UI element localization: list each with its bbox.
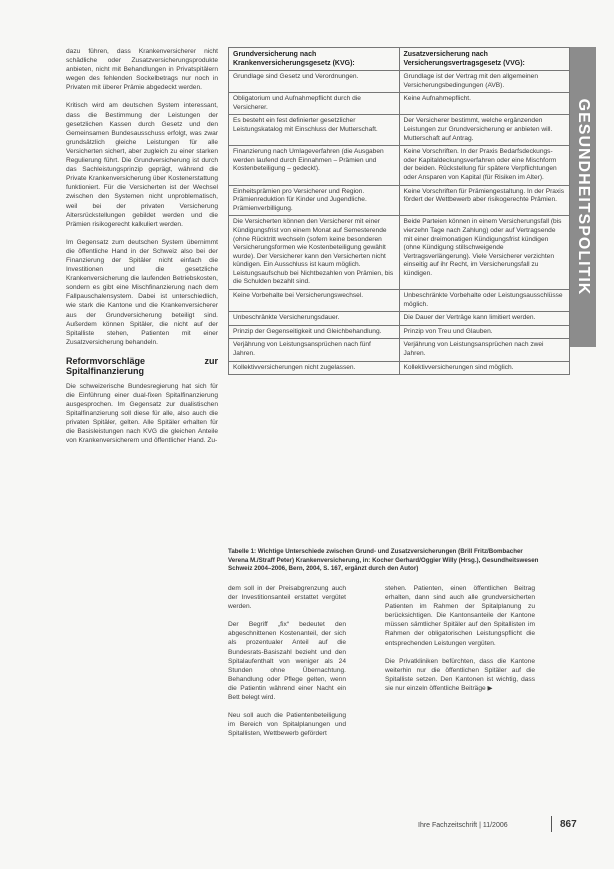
table-row bbox=[229, 339, 570, 361]
vvg-cell: Keine Aufnahmepflicht. bbox=[399, 93, 570, 115]
section-label: GESUNDHEITSPOLITIK bbox=[575, 98, 592, 296]
right-paragraph-1: stehen. Patienten, einen öffentlichen Beitrag erhalten, dann sind auch alle grundversicherten Patienten im Rahmen der Spitalplanung zu berücksichtigen. Die Kantonsanteile der Kantone müssen sämtlicher Spitäler auf den Spitallisten im Rahmen der obligatorischen Leistungspflicht die entsprechenden Leistungen vergüten. bbox=[385, 585, 535, 647]
kvg-cell: Finanzierung nach Umlageverfahren (die Ausgaben werden laufend durch Einnahmen – Prämien und Kostenbeteiligung – gedeckt). bbox=[229, 146, 400, 185]
kvg-cell: Die Versicherten können den Versicherer mit einer Kündigungsfrist von einem Monat auf Semesterende (ohne Rücktritt wechseln (sofern keine besonderen Versicherungsformen wie Kostenbeteiligung gewählt wurde). Der Versicherer kann den Versicherten nicht kündigen. Ein Ausschluss ist kaum möglich. Leistungsaufschub bei Nichtbezahlen von Prämien, bis die Schulden bezahlt sind. bbox=[229, 216, 400, 290]
table-row bbox=[229, 290, 570, 312]
table-row bbox=[229, 361, 570, 375]
table-row bbox=[229, 216, 570, 290]
table-header-row bbox=[229, 48, 570, 71]
kvg-cell: Unbeschränkte Versicherungsdauer. bbox=[229, 312, 400, 326]
table-row bbox=[229, 185, 570, 216]
mid-paragraph-1: dem soll in der Preisabgrenzung auch der Investitionsanteil erstattet vergütet werden. bbox=[228, 585, 346, 611]
vvg-cell: Keine Vorschriften. In der Praxis Bedarfsdeckungs- oder Kapitaldeckungsverfahren oder eine Mischform der beiden. Rückstellung für spätere Verpflichtungen oder Ansparen von Kapital (für Risiken im Alter). bbox=[399, 146, 570, 185]
table-row bbox=[229, 115, 570, 146]
kvg-cell: Verjährung von Leistungsansprüchen nach fünf Jahren. bbox=[229, 339, 400, 361]
kvg-cell: Einheitsprämien pro Versicherer und Region. Prämienreduktion für Kinder und Jugendliche. Prämienverbilligung. bbox=[229, 185, 400, 216]
table-row bbox=[229, 312, 570, 326]
vvg-cell: Grundlage ist der Vertrag mit den allgemeinen Versicherungsbedingungen (AVB). bbox=[399, 71, 570, 93]
mid-paragraph-3: Neu soll auch die Patientenbeteiligung im Bereich von Spitalplanungen und Spitallisten, Wettbewerb gefördert bbox=[228, 712, 346, 738]
table-row bbox=[229, 325, 570, 339]
vvg-cell: Beide Parteien können in einem Versicherungsfall (bis vierzehn Tage nach Zahlung) oder auf Vertragsende mit einer dreimonatigen Kündigungsfrist kündigen (ohne Kündigung stillschweigende Vertragsverlängerung). Viele Versicherer verzichten einseitig auf ihr Recht, im Versicherungsfall zu kündigen. bbox=[399, 216, 570, 290]
table-caption: Tabelle 1: Wichtige Unterschiede zwischen Grund- und Zusatzversicherungen (Brill Fritz/Bombacher Verena M./Straff Peter) Krankenversicherung, in: Kocher Gerhard/Oggier Willy (Hrsg.), Gesundheitswesen Schweiz 2004–2006, Bern, 2004, S. 167, ergänzt durch den Autor) bbox=[228, 548, 539, 572]
kvg-cell: Kollektivversicherungen nicht zugelassen. bbox=[229, 361, 400, 375]
header-zusatzversicherung: Zusatzversicherung nach Versicherungsvertragsgesetz (VVG): bbox=[399, 48, 570, 71]
right-paragraph-2: Die Privatkliniken befürchten, dass die Kantone weiterhin nur die öffentlichen Spitäler auf die Spitalliste setzen. Den Kantonen ist wichtig, dass sie nur einzeln öffentliche Beiträge ▶ bbox=[385, 657, 535, 692]
header-grundversicherung: Grundversicherung nach Krankenversicherungsgesetz (KVG): bbox=[229, 48, 400, 71]
left-paragraph-1: dazu führen, dass Krankenversicherer nicht schädliche oder Zusatzversicherungsprodukte anbieten, nicht mit Behandlungen in Privatspitälern wegen des fehlenden Sockelbetrags nur noch in Privaten mit überer Prämie abgedeckt werden. bbox=[66, 48, 218, 92]
vvg-cell: Unbeschränkte Vorbehalte oder Leistungsausschlüsse möglich. bbox=[399, 290, 570, 312]
footer-journal: Ihre Fachzeitschrift | 11/2006 bbox=[418, 822, 508, 829]
kvg-cell: Prinzip der Gegenseitigkeit und Gleichbehandlung. bbox=[229, 325, 400, 339]
page-number: 867 bbox=[560, 819, 577, 830]
vvg-cell: Kollektivversicherungen sind möglich. bbox=[399, 361, 570, 375]
table-row bbox=[229, 71, 570, 93]
vvg-cell: Keine Vorschriften für Prämiengestaltung. In der Praxis fördert der Wettbewerb aber risikogerechte Prämien. bbox=[399, 185, 570, 216]
kvg-cell: Obligatorium und Aufnahmepflicht durch die Versicherer. bbox=[229, 93, 400, 115]
vvg-cell: Prinzip von Treu und Glauben. bbox=[399, 325, 570, 339]
kvg-cell: Keine Vorbehalte bei Versicherungswechsel. bbox=[229, 290, 400, 312]
kvg-cell: Grundlage sind Gesetz und Verordnungen. bbox=[229, 71, 400, 93]
footer-divider bbox=[551, 816, 552, 832]
kvg-cell: Es besteht ein fest definierter gesetzlicher Leistungskatalog mit Einschluss der Mutterschaft. bbox=[229, 115, 400, 146]
bottom-middle-column bbox=[228, 584, 346, 747]
comparison-table bbox=[228, 47, 570, 375]
vvg-cell: Verjährung von Leistungsansprüchen nach zwei Jahren. bbox=[399, 339, 570, 361]
table-row bbox=[229, 93, 570, 115]
left-column bbox=[66, 47, 218, 455]
left-paragraph-3: Im Gegensatz zum deutschen System übernimmt die öffentliche Hand in der Schweiz also bei der Finanzierung der Spitäler nicht einfach die Investitionen und die gesetzliche Krankenversicherung die laufenden Betriebskosten, sondern es gibt eine Mischfinanzierung nach dem Fallpauschalensystem. Dabei ist unterschiedlich, wie stark die Kantone und die Krankenversicherer aus der Grundversicherung beteiligt sind. Außerdem können Spitäler, die nicht auf der Spitalliste stehen, Patienten mit einer Zusatzversicherung behandeln. bbox=[66, 238, 218, 346]
mid-paragraph-2: Der Begriff „fix“ bedeutet den abgeschnittenen Kostenanteil, der sich als prozentualer Anteil auf die Bundesrats-Basiszahl bezieht und den Spitalaufenthalt von weniger als 24 Stunden ohne Übernachtung. Behandlung oder Pflege gelten, wenn die Patientin während einer Nacht ein Bett belegt wird. bbox=[228, 621, 346, 702]
reform-paragraph: Die schweizerische Bundesregierung hat sich für die Einführung einer dual-fixen Spitalfinanzierung ausgesprochen. Im Gegensatz zur dualistischen Spitalfinanzierung soll diese für alle, also auch die privaten Spitäler, gelten. Alle Spitäler erhalten für die Basisleistungen nach KVG die gleichen Anteile von Krankenversicherern und öffentlicher Hand. Zu- bbox=[66, 382, 218, 445]
reform-heading: Reformvorschläge zur Spitalfinanzierung bbox=[66, 355, 218, 376]
bottom-right-column bbox=[385, 584, 535, 702]
table-row bbox=[229, 146, 570, 185]
left-paragraph-2: Kritisch wird am deutschen System interessant, dass die Bestimmung der Leistungen der gesetzlichen Kassen durch Gesetz und den Gemeinsamen Bundesausschuss erfolgt, was zwar grundsätzlich gleiche Leistungen für alle Versicherten sichert, aber zugleich zu einer starken Regulierung führt. Die Grundversicherung ist durch das Sachleistungsprinzip geprägt, während die Private Krankenversicherung über Kostenerstattung funktioniert. Für die Versicherten ist der Wechsel zwischen den Systemen nicht unproblematisch, weil bei der privaten Versicherung Altersrückstellungen gebildet werden und die Prämien risikogerecht kalkuliert werden. bbox=[66, 102, 218, 228]
vvg-cell: Die Dauer der Verträge kann limitiert werden. bbox=[399, 312, 570, 326]
vvg-cell: Der Versicherer bestimmt, welche ergänzenden Leistungen zur Grundversicherung er anbieten will. Mutterschaft auf Antrag. bbox=[399, 115, 570, 146]
